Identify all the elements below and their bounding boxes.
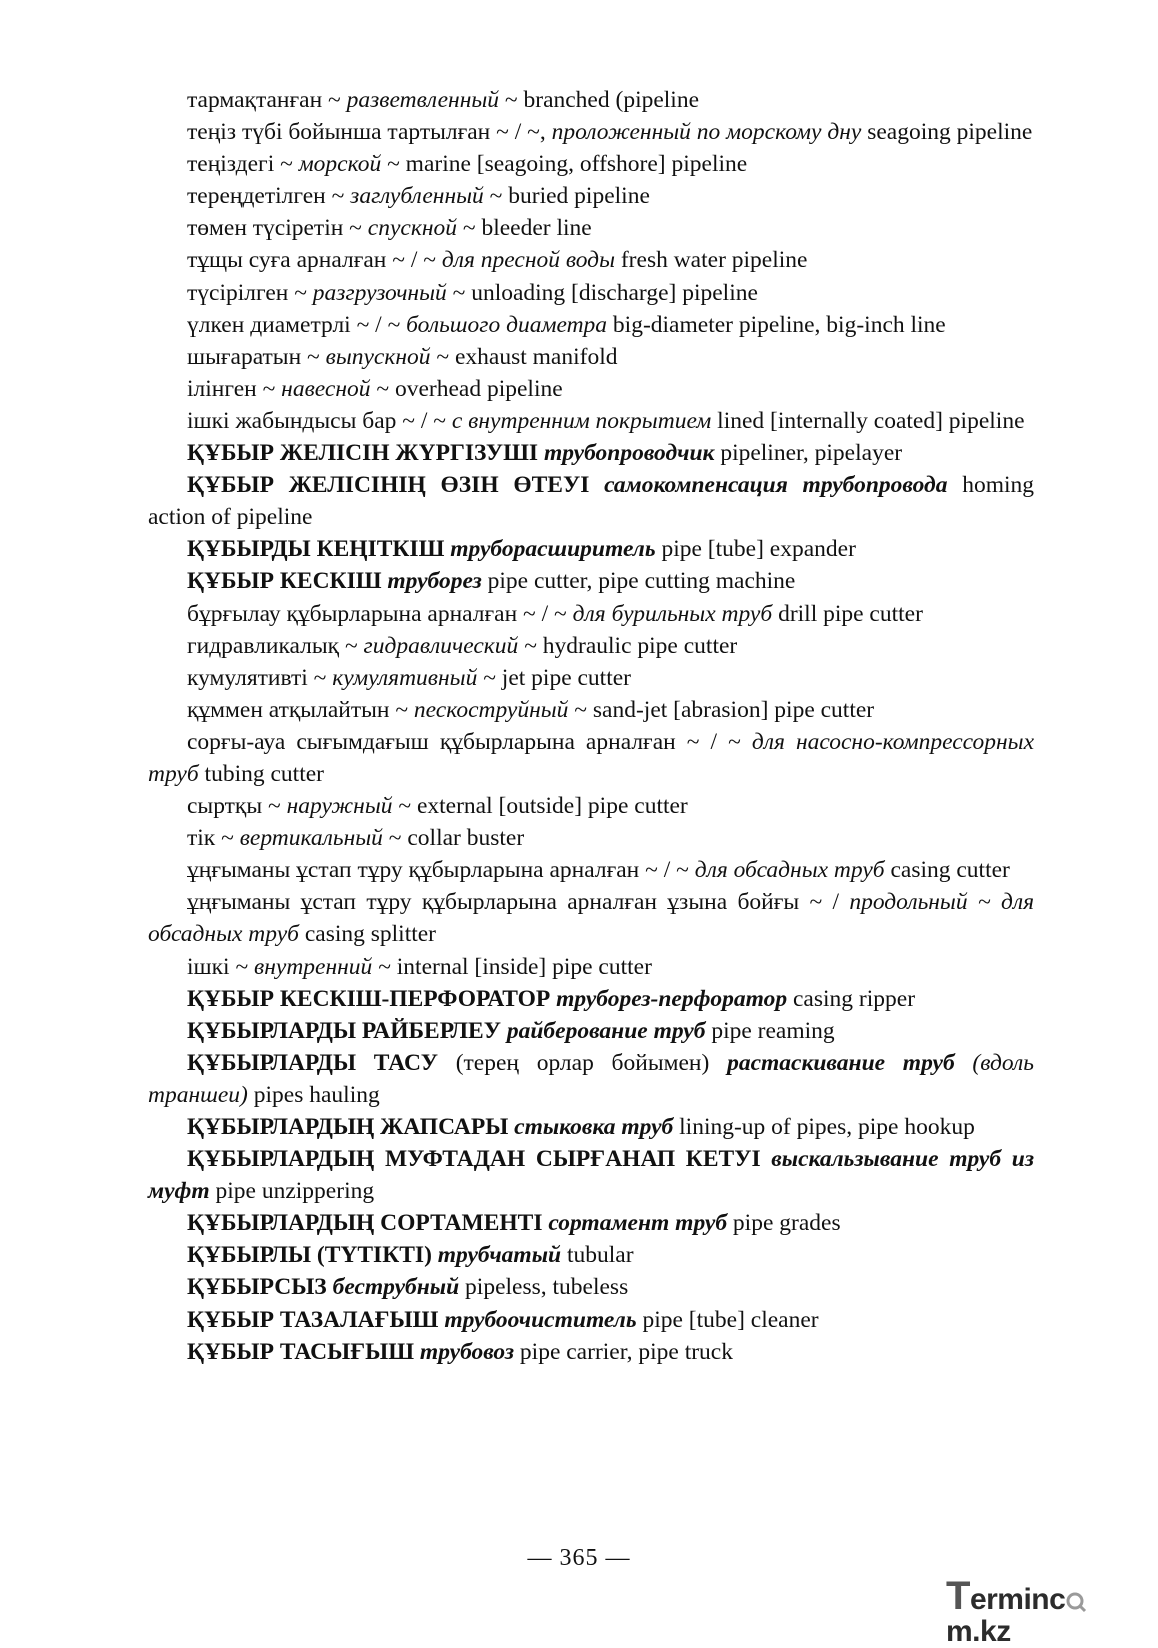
entry-headword: трубоочиститель [444,1306,637,1333]
entry-text: ~ overhead pipeline [370,375,563,402]
entry-text: ~ external [outside] pipe cutter [392,793,688,820]
entry-text: гидравликалық ~ [187,632,364,659]
entry-russian-term: для обсадных труб [694,857,885,884]
entry-text: casing ripper [787,985,916,1012]
dictionary-entry [148,854,1034,886]
dictionary-entry [148,951,1034,983]
entry-russian-term: разветвленный [346,87,500,113]
entry-text: ұңғыманы ұстап тұру құбырларына арналған ~ / ~ [187,857,695,884]
entry-text: шығаратын ~ [187,343,326,370]
entry-russian-term: внутренний [254,953,373,980]
entry-headword: ҚҰБЫРЛАРДЫ РАЙБЕРЛЕУ [187,1017,507,1044]
entry-russian-term: разгрузочный [312,279,447,306]
entry-headword: ҚҰБЫР КЕСКІШ [187,568,388,595]
entry-text: тармақтанған ~ [187,87,347,113]
entry-text: fresh water pipeline [614,247,808,274]
entry-text: pipes hauling [247,1081,380,1108]
entry-headword: ҚҰБЫРЛАРДЫҢ СОРТАМЕНТІ [187,1210,549,1237]
entry-text: lined [internally coated] pipeline [711,407,1025,434]
dictionary-entry [148,1239,1034,1271]
entry-text: ~ buried pipeline [483,183,650,210]
entry-headword: ҚҰБЫРЛЫ (ТҮТІКТІ) [187,1242,438,1269]
entry-text: pipeless, tubeless [459,1274,629,1301]
termincom-watermark-logo [946,1574,1146,1648]
entry-text: big-diameter pipeline, big-inch line [607,311,946,338]
entry-headword: ҚҰБЫРСЫЗ [187,1274,333,1301]
dictionary-entry [148,565,1034,597]
entry-text: тереңдетілген ~ [187,183,351,210]
entry-russian-term: продольный ~ для обсадных труб [148,889,1035,948]
entry-text: үлкен диаметрлі ~ / ~ [187,311,407,338]
entry-russian-term: спускной [367,215,457,242]
entry-headword: труборез-перфоратор [556,985,788,1012]
entry-text: ілінген ~ [187,375,282,402]
entry-russian-term: большого диаметра [406,311,608,338]
entry-russian-term: для бурильных труб [572,600,773,627]
watermark-text-part2: m.kz [946,1615,1011,1648]
entry-text: ~ hydraulic pipe cutter [518,632,738,659]
entry-headword: самокомпенсация трубопровода [604,472,948,499]
dictionary-entry [148,437,1034,469]
entry-text: tubing cutter [198,760,324,787]
dictionary-entry [148,533,1034,565]
entry-text: ұңғыманы ұстап тұру құбырларына арналған ұзына бойғы ~ / [187,889,850,916]
entry-text: pipe [tube] cleaner [636,1306,819,1333]
entry-text: pipe grades [727,1210,841,1237]
dictionary-entry [148,598,1034,630]
dictionary-entry [148,469,1034,533]
entry-russian-term: пескоструйный [413,696,569,723]
entry-text: ішкі ~ [187,953,255,980]
entry-text: casing splitter [298,921,437,948]
entry-russian-term: для пресной воды [441,247,615,274]
entry-headword: ҚҰБЫРЛАРДЫҢ МУФТАДАН СЫРҒАНАП КЕТУІ [187,1146,772,1173]
entry-text: тік ~ [187,825,240,852]
entry-russian-term: для насосно-компрессорных труб [148,728,1035,787]
entry-text: homing action of pipeline [148,472,1034,531]
entry-headword: ҚҰБЫР ТАСЫҒЫШ [187,1338,420,1365]
entry-russian-term: заглубленный [350,183,484,210]
entry-headword: ҚҰБЫРЛАРДЫҢ ЖАПСАРЫ [187,1114,515,1140]
dictionary-entry [148,1143,1034,1207]
entry-russian-term: выпускной [325,343,431,370]
dictionary-entry [148,886,1034,950]
entry-russian-term: наружный [286,793,393,820]
dictionary-entry [148,405,1034,437]
dictionary-entry [148,373,1034,405]
entry-text: сыртқы ~ [187,793,287,820]
entry-text: ~ unloading [discharge] pipeline [446,279,758,306]
entry-headword: трубовоз [419,1338,515,1365]
entry-text: lining-up of pipes, pipe hookup [673,1114,975,1140]
entry-headword: беструбный [332,1274,460,1301]
dictionary-entry [148,694,1034,726]
entry-russian-term: (вдоль траншеи) [148,1049,1034,1108]
dictionary-entry [148,726,1034,790]
entry-text: түсірілген ~ [187,279,313,306]
entry-headword: ҚҰБЫР ЖЕЛІСІНІҢ ӨЗІН ӨТЕУІ [187,472,605,499]
entry-text: pipeliner, pipelayer [714,440,903,467]
dictionary-entry [148,116,1034,148]
entry-text: сорғы-ауа сығымдағыш құбырларына арналған ~ / ~ [187,728,752,755]
dictionary-entry [148,277,1034,309]
entry-text: ішкі жабындысы бар ~ / ~ [187,407,452,434]
entry-russian-term: вертикальный [239,825,383,852]
dictionary-entries [148,84,1034,1368]
dictionary-entry [148,1015,1034,1047]
dictionary-entry [148,790,1034,822]
entry-text: ~ marine [seagoing, offshore] pipeline [381,151,748,178]
entry-text: ~ exhaust manifold [430,343,618,370]
entry-headword: сортамент труб [548,1210,728,1237]
entry-text: drill pipe cutter [772,600,923,627]
dictionary-entry [148,662,1034,694]
entry-text: ~ sand-jet [abrasion] pipe cutter [568,696,875,723]
dictionary-entry [148,1111,1034,1143]
entry-text: pipe reaming [705,1017,835,1044]
entry-russian-term: гидравлический [363,632,519,659]
entry-text: ~ branched (pipeline [499,87,700,113]
dictionary-entry [148,212,1034,244]
dictionary-entry [148,309,1034,341]
dictionary-entry [148,1271,1034,1303]
entry-text: tubular [561,1242,634,1269]
entry-text: casing cutter [884,857,1010,884]
magnifier-icon [1065,1591,1087,1611]
page-number: — 365 — [527,1545,631,1571]
entry-text: pipe cutter, pipe cutting machine [481,568,796,595]
dictionary-entry [148,1304,1034,1336]
watermark-text-part1: erminc [969,1583,1066,1616]
entry-text: ~ jet pipe cutter [477,664,632,691]
entry-headword: трубоpасширитель [450,536,656,563]
entry-text: құммен атқылайтын ~ [187,696,414,723]
dictionary-entry [148,244,1034,276]
entry-headword: трубчатый [437,1242,562,1269]
entry-text [955,1050,973,1076]
entry-headword: выскальзывание труб из муфт [148,1146,1034,1205]
entry-headword: труборез [387,568,482,595]
entry-text: тұщы суға арналған ~ / ~ [187,247,442,274]
entry-headword: трубопроводчик [543,440,715,467]
entry-russian-term: навесной [281,375,371,402]
entry-text: ~ collar buster [382,825,525,852]
entry-text: pipe carrier, pipe truck [514,1338,733,1365]
entry-text: теңіз түбі бойынша тартылған ~ / ~, [187,119,552,146]
dictionary-entry [148,630,1034,662]
entry-headword: ҚҰБЫР КЕСКІШ-ПЕРФОРАТОР [187,985,557,1012]
entry-headword: растаскивание труб [727,1049,955,1076]
entry-russian-term: морской [298,151,382,178]
entry-text: ~ bleeder line [456,215,592,242]
entry-text: (терең орлар бойымен) [437,1049,728,1076]
watermark-letter-t: T [946,1574,970,1618]
entry-text: pipe [tube] expander [655,536,856,563]
entry-text: кумулятивті ~ [187,664,333,691]
entry-text: pipe unzippering [209,1178,375,1205]
entry-headword: стыковка труб [514,1114,674,1140]
dictionary-entry [148,1207,1034,1239]
dictionary-entry [148,84,1034,116]
dictionary-entry [148,1336,1034,1368]
entry-text: теңіздегі ~ [187,151,299,178]
entry-text: ~ internal [inside] pipe cutter [372,953,652,980]
dictionary-entry [148,983,1034,1015]
entry-headword: ҚҰБЫРЛАРДЫ ТАСУ [187,1049,438,1076]
entry-headword: райберование труб [506,1017,706,1044]
entry-headword: ҚҰБЫР ЖЕЛІСІН ЖҮРГІЗУШІ [187,440,544,467]
entry-text: seagoing pipeline [861,119,1033,146]
dictionary-entry [148,822,1034,854]
dictionary-entry [148,148,1034,180]
entry-russian-term: с внутренним покрытием [451,407,712,434]
dictionary-entry [148,1047,1034,1111]
entry-text: төмен түсіретін ~ [187,215,368,242]
entry-russian-term: кумулятивный [332,664,478,691]
dictionary-entry [148,341,1034,373]
entry-headword: ҚҰБЫРДЫ КЕҢІТКІШ [187,536,451,563]
dictionary-entry [148,180,1034,212]
entry-text: бұрғылау құбырларына арналған ~ / ~ [187,600,573,627]
entry-headword: ҚҰБЫР ТАЗАЛАҒЫШ [187,1306,445,1333]
entry-russian-term: проложенный по морскому дну [551,119,862,146]
